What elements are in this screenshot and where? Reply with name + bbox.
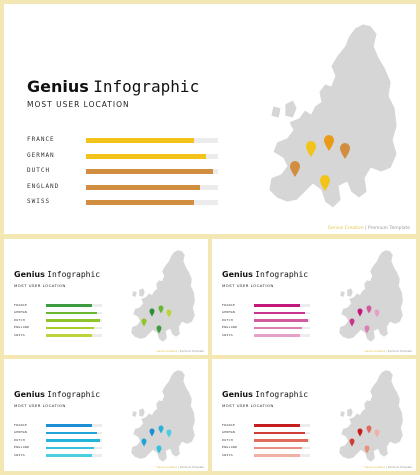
row-label-france: FRANCE bbox=[14, 422, 28, 427]
europe-shape bbox=[131, 250, 195, 342]
row-label-swiss: SWISS bbox=[14, 332, 26, 337]
row-label-england: ENGLAND bbox=[222, 445, 238, 449]
row-label-dutch: DUTCH bbox=[27, 167, 51, 174]
row-bar-fill bbox=[86, 138, 194, 143]
row-bar-track bbox=[46, 304, 102, 307]
row-label-dutch: DUTCH bbox=[14, 317, 26, 322]
row-bar-fill bbox=[46, 319, 100, 322]
row-bar-fill bbox=[254, 424, 300, 427]
row-label-england: ENGLAND bbox=[14, 445, 30, 449]
row-bar-track bbox=[46, 327, 102, 330]
row-bar-track bbox=[254, 439, 310, 442]
footer-suffix: | Premium Template bbox=[178, 466, 204, 469]
row-bar-fill bbox=[254, 454, 300, 457]
row-bar-track bbox=[254, 432, 310, 435]
slide-title bbox=[14, 390, 100, 399]
row-bar-track bbox=[86, 138, 218, 143]
row-bar-fill bbox=[46, 439, 100, 442]
row-bar-track bbox=[46, 454, 102, 457]
row-label-england: ENGLAND bbox=[27, 182, 60, 190]
footer-suffix: | Premium Template bbox=[386, 350, 412, 353]
row-bar-track bbox=[86, 185, 218, 190]
title-bold: Genius bbox=[222, 390, 253, 399]
row-bar-fill bbox=[46, 447, 94, 450]
europe-shape bbox=[131, 370, 195, 462]
footer-brand: Genius Creative bbox=[364, 466, 386, 469]
row-bar-fill bbox=[46, 312, 97, 315]
row-label-france: FRANCE bbox=[222, 302, 236, 307]
row-bar-track bbox=[254, 424, 310, 427]
footer-suffix: | Premium Template bbox=[178, 350, 204, 353]
slide-title bbox=[222, 270, 308, 279]
row-bar-track bbox=[46, 312, 102, 315]
footer-brand: Genius Creative bbox=[156, 350, 178, 353]
row-label-france: FRANCE bbox=[27, 136, 55, 143]
row-label-german: GERMAN bbox=[14, 310, 28, 314]
europe-shape bbox=[339, 370, 403, 462]
slide-footer bbox=[157, 350, 204, 353]
row-bar-fill bbox=[46, 334, 92, 337]
footer-brand: Genius Creative bbox=[327, 226, 364, 231]
slide-subtitle: MOST USER LOCATION bbox=[222, 283, 274, 288]
row-bar-track bbox=[46, 432, 102, 435]
row-bar-track bbox=[254, 312, 310, 315]
row-bar-fill bbox=[46, 454, 92, 457]
europe-map bbox=[259, 22, 399, 222]
footer-brand: Genius Creative bbox=[364, 350, 386, 353]
row-bar-fill bbox=[254, 319, 308, 322]
row-bar-track bbox=[46, 334, 102, 337]
row-bar-track bbox=[46, 447, 102, 450]
row-bar-fill bbox=[254, 334, 300, 337]
main-slide[interactable] bbox=[4, 4, 416, 234]
slide-subtitle: MOST USER LOCATION bbox=[14, 403, 66, 408]
slide-footer bbox=[365, 466, 412, 469]
europe-map bbox=[334, 369, 404, 469]
slide-subtitle: MOST USER LOCATION bbox=[222, 403, 274, 408]
row-bar-fill bbox=[86, 200, 194, 205]
row-label-german: GERMAN bbox=[27, 151, 55, 159]
row-bar-track bbox=[254, 327, 310, 330]
row-label-swiss: SWISS bbox=[14, 452, 26, 457]
row-bar-track bbox=[254, 447, 310, 450]
slide-title bbox=[27, 77, 199, 97]
footer-suffix: | Premium Template bbox=[365, 226, 410, 231]
row-bar-fill bbox=[254, 304, 300, 307]
row-label-france: FRANCE bbox=[222, 422, 236, 427]
row-label-swiss: SWISS bbox=[222, 452, 234, 457]
slide-footer bbox=[365, 350, 412, 353]
title-bold: Genius bbox=[14, 270, 45, 279]
row-bar-fill bbox=[46, 327, 94, 330]
row-bar-track bbox=[254, 334, 310, 337]
row-bar-fill bbox=[254, 439, 308, 442]
title-regular: Infographic bbox=[93, 77, 200, 96]
slide-subtitle: MOST USER LOCATION bbox=[27, 100, 130, 109]
row-bar-fill bbox=[86, 169, 213, 174]
row-bar-fill bbox=[46, 424, 92, 427]
europe-shape bbox=[269, 24, 397, 208]
row-label-france: FRANCE bbox=[14, 302, 28, 307]
row-label-dutch: DUTCH bbox=[222, 437, 234, 442]
row-label-swiss: SWISS bbox=[27, 198, 51, 205]
row-bar-fill bbox=[254, 327, 302, 330]
thumbnail-green[interactable] bbox=[4, 239, 208, 355]
row-bar-track bbox=[46, 424, 102, 427]
footer-suffix: | Premium Template bbox=[386, 466, 412, 469]
title-regular: Infographic bbox=[47, 390, 101, 399]
row-bar-track bbox=[254, 319, 310, 322]
slide-footer bbox=[157, 466, 204, 469]
row-label-dutch: DUTCH bbox=[14, 437, 26, 442]
row-bar-fill bbox=[46, 304, 92, 307]
row-bar-fill bbox=[46, 432, 97, 435]
row-bar-fill bbox=[86, 185, 200, 190]
row-bar-fill bbox=[254, 447, 302, 450]
thumbnail-blue[interactable] bbox=[4, 359, 208, 471]
thumbnail-red[interactable] bbox=[212, 359, 416, 471]
row-bar-fill bbox=[254, 312, 305, 315]
europe-map bbox=[334, 249, 404, 349]
row-label-german: GERMAN bbox=[222, 310, 236, 314]
title-bold: Genius bbox=[14, 390, 45, 399]
footer-brand: Genius Creative bbox=[156, 466, 178, 469]
row-label-england: ENGLAND bbox=[14, 325, 30, 329]
row-label-german: GERMAN bbox=[14, 430, 28, 434]
row-label-german: GERMAN bbox=[222, 430, 236, 434]
title-bold: Genius bbox=[222, 270, 253, 279]
row-bar-track bbox=[86, 154, 218, 159]
row-bar-track bbox=[46, 319, 102, 322]
row-bar-fill bbox=[86, 154, 206, 159]
row-bar-track bbox=[254, 304, 310, 307]
row-label-swiss: SWISS bbox=[222, 332, 234, 337]
row-label-england: ENGLAND bbox=[222, 325, 238, 329]
row-bar-track bbox=[86, 169, 218, 174]
row-bar-track bbox=[46, 439, 102, 442]
thumbnail-pink[interactable] bbox=[212, 239, 416, 355]
slide-title bbox=[222, 390, 308, 399]
slide-subtitle: MOST USER LOCATION bbox=[14, 283, 66, 288]
title-regular: Infographic bbox=[47, 270, 101, 279]
row-bar-track bbox=[254, 454, 310, 457]
slide-title bbox=[14, 270, 100, 279]
title-regular: Infographic bbox=[255, 270, 309, 279]
row-label-dutch: DUTCH bbox=[222, 317, 234, 322]
title-regular: Infographic bbox=[255, 390, 309, 399]
europe-map bbox=[126, 369, 196, 469]
slide-footer bbox=[328, 226, 410, 231]
europe-map bbox=[126, 249, 196, 349]
row-bar-track bbox=[86, 200, 218, 205]
title-bold: Genius bbox=[27, 77, 89, 96]
row-bar-fill bbox=[254, 432, 305, 435]
europe-shape bbox=[339, 250, 403, 342]
